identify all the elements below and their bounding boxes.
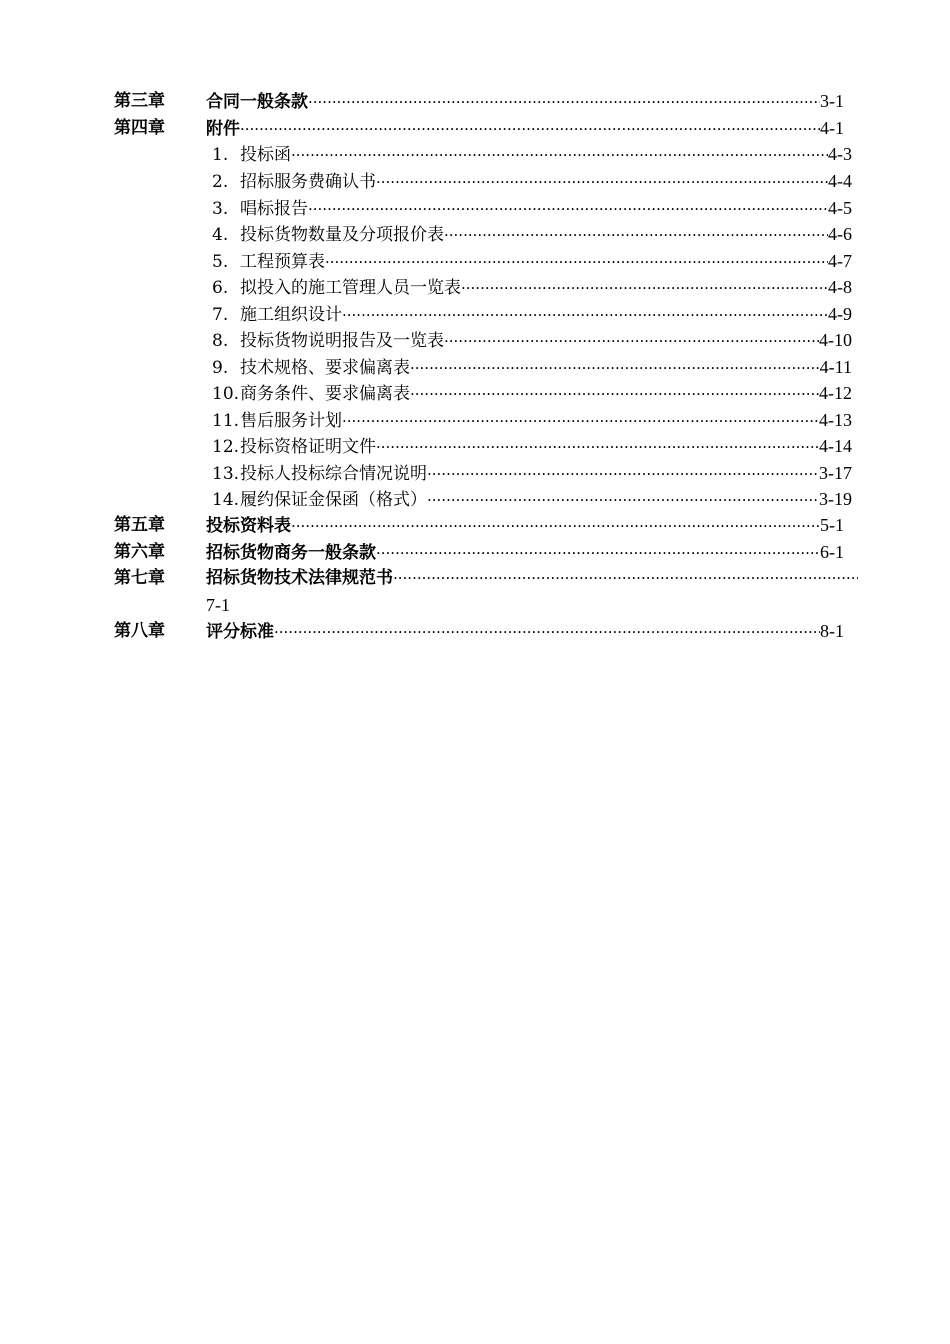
toc-entry-chapter-8[interactable] (114, 618, 864, 644)
page-number: 4-10 (819, 330, 852, 350)
dot-leader (393, 565, 858, 591)
entry-title: 工程预算表 (240, 252, 325, 272)
entry-number: 12. (212, 437, 240, 457)
toc-entry-line (212, 433, 852, 460)
toc-entry-line (212, 354, 852, 381)
entry-title-group (212, 249, 325, 275)
toc-entry-chapter-3[interactable] (114, 88, 864, 114)
entry-title-group (212, 487, 427, 513)
toc-entry-line (206, 115, 844, 142)
page-number: 4-1 (820, 118, 844, 138)
page-number: 4-8 (828, 277, 852, 297)
entry-number: 10. (212, 384, 240, 404)
toc-subentry[interactable] (114, 195, 864, 221)
entry-title-group (212, 461, 427, 487)
toc-entry-line (212, 168, 852, 195)
entry-title: 投标人投标综合情况说明 (240, 464, 427, 484)
page-number: 3-1 (820, 91, 844, 111)
entry-title: 商务条件、要求偏离表 (240, 384, 410, 404)
entry-title-group (212, 142, 291, 168)
toc-subentry[interactable] (114, 460, 864, 486)
page-number: 4-4 (828, 171, 852, 191)
entry-title: 投标货物说明报告及一览表 (240, 331, 444, 351)
toc-subentry[interactable] (114, 486, 864, 512)
toc-entry-line (212, 327, 852, 354)
page-number: 7-1 (206, 595, 230, 615)
entry-title-group (212, 196, 308, 222)
toc-entry-line (206, 618, 844, 645)
toc-entry-line (212, 460, 852, 487)
entry-number: 2. (212, 172, 229, 192)
page-number: 4-13 (819, 410, 852, 430)
entry-number: 4. (212, 225, 229, 245)
entry-title: 唱标报告 (240, 199, 308, 219)
dot-leader (376, 540, 820, 566)
page-number: 4-11 (819, 357, 852, 377)
entry-title: 招标服务费确认书 (240, 172, 376, 192)
page-number: 6-1 (820, 542, 844, 562)
entry-number: 7. (212, 305, 229, 325)
toc-entry-chapter-7[interactable] (114, 565, 864, 591)
toc-entry-line (212, 274, 852, 301)
page-number: 4-9 (828, 304, 852, 324)
dot-leader (240, 116, 820, 142)
entry-title-group (212, 222, 444, 248)
chapter-label: 第七章 (114, 568, 165, 588)
dot-leader (342, 302, 828, 328)
entry-title: 投标货物数量及分项报价表 (240, 225, 444, 245)
dot-leader (308, 196, 828, 222)
entry-number: 14. (212, 490, 240, 510)
entry-number: 1. (212, 145, 229, 165)
toc-entry-chapter-6[interactable] (114, 539, 864, 565)
entry-title: 投标函 (240, 145, 291, 165)
chapter-label: 第三章 (114, 91, 165, 111)
entry-title: 合同一般条款 (206, 92, 308, 112)
entry-number: 8. (212, 331, 229, 351)
toc-entry-line (206, 539, 844, 566)
entry-title-group (212, 302, 342, 328)
page-number: 4-12 (819, 383, 852, 403)
chapter-label: 第八章 (114, 621, 165, 641)
entry-title: 投标资格证明文件 (240, 437, 376, 457)
entry-number: 13. (212, 464, 240, 484)
toc-entry-line (212, 407, 852, 434)
dot-leader (376, 169, 828, 195)
entry-title-group (212, 381, 410, 407)
entry-number: 6. (212, 278, 229, 298)
toc-entry-line (212, 248, 852, 275)
toc-subentry[interactable] (114, 141, 864, 167)
dot-leader (308, 89, 820, 115)
entry-number: 9. (212, 358, 229, 378)
chapter-label: 第五章 (114, 515, 165, 535)
page-number: 4-3 (828, 144, 852, 164)
entry-number: 3. (212, 199, 229, 219)
toc-subentry[interactable] (114, 380, 864, 406)
chapter-label: 第六章 (114, 542, 165, 562)
page-number: 4-6 (828, 224, 852, 244)
entry-number: 5. (212, 252, 229, 272)
entry-title: 附件 (206, 119, 240, 139)
toc-entry-line (212, 380, 852, 407)
dot-leader (274, 619, 820, 645)
dot-leader (444, 222, 828, 248)
toc-subentry[interactable] (114, 221, 864, 247)
page-number: 4-5 (828, 198, 852, 218)
entry-title: 招标货物商务一般条款 (206, 543, 376, 563)
entry-title-group (212, 355, 410, 381)
toc-entry-line (212, 486, 852, 513)
page-number: 3-19 (819, 489, 852, 509)
entry-title: 技术规格、要求偏离表 (240, 358, 410, 378)
toc-entry-chapter-5[interactable] (114, 512, 864, 538)
dot-leader (410, 355, 820, 381)
page-number: 3-17 (819, 463, 852, 483)
dot-leader (291, 142, 828, 168)
dot-leader (444, 328, 819, 354)
page-number: 5-1 (820, 515, 844, 535)
dot-leader (342, 408, 819, 434)
entry-title: 招标货物技术法律规范书 (206, 568, 393, 588)
entry-title-group (212, 434, 376, 460)
dot-leader (427, 461, 819, 487)
toc-subentry[interactable] (114, 274, 864, 300)
page-number: 4-7 (828, 251, 852, 271)
dot-leader (291, 513, 820, 539)
toc-subentry[interactable] (114, 354, 864, 380)
entry-title: 评分标准 (206, 622, 274, 642)
toc-subentry[interactable] (114, 407, 864, 433)
entry-title: 拟投入的施工管理人员一览表 (240, 278, 461, 298)
entry-title: 履约保证金保函（格式） (240, 490, 427, 510)
entry-title-group (212, 408, 342, 434)
toc-subentry[interactable] (114, 301, 864, 327)
toc-subentry[interactable] (114, 433, 864, 459)
page-number: 4-14 (819, 436, 852, 456)
chapter-label: 第四章 (114, 118, 165, 138)
entry-title: 投标资料表 (206, 516, 291, 536)
toc-entry-line (212, 221, 852, 248)
toc-entry-chapter-4[interactable] (114, 115, 864, 141)
toc-subentry[interactable] (114, 168, 864, 194)
dot-leader (410, 381, 819, 407)
toc-entry-line (212, 141, 852, 168)
toc-subentry[interactable] (114, 248, 864, 274)
toc-entry-line (206, 88, 844, 115)
entry-title-group (212, 328, 444, 354)
toc-entry-line (212, 301, 852, 328)
toc-entry-line (206, 565, 858, 591)
toc-entry-line (212, 195, 852, 222)
entry-number: 11. (212, 411, 240, 431)
toc-subentry[interactable] (114, 327, 864, 353)
toc-entry-line (206, 512, 844, 539)
dot-leader (427, 487, 819, 513)
page-number: 8-1 (820, 621, 844, 641)
entry-title-group (212, 275, 461, 301)
dot-leader (376, 434, 819, 460)
entry-title: 售后服务计划 (240, 411, 342, 431)
dot-leader (325, 249, 828, 275)
entry-title-group (212, 169, 376, 195)
entry-title: 施工组织设计 (240, 305, 342, 325)
dot-leader (461, 275, 828, 301)
